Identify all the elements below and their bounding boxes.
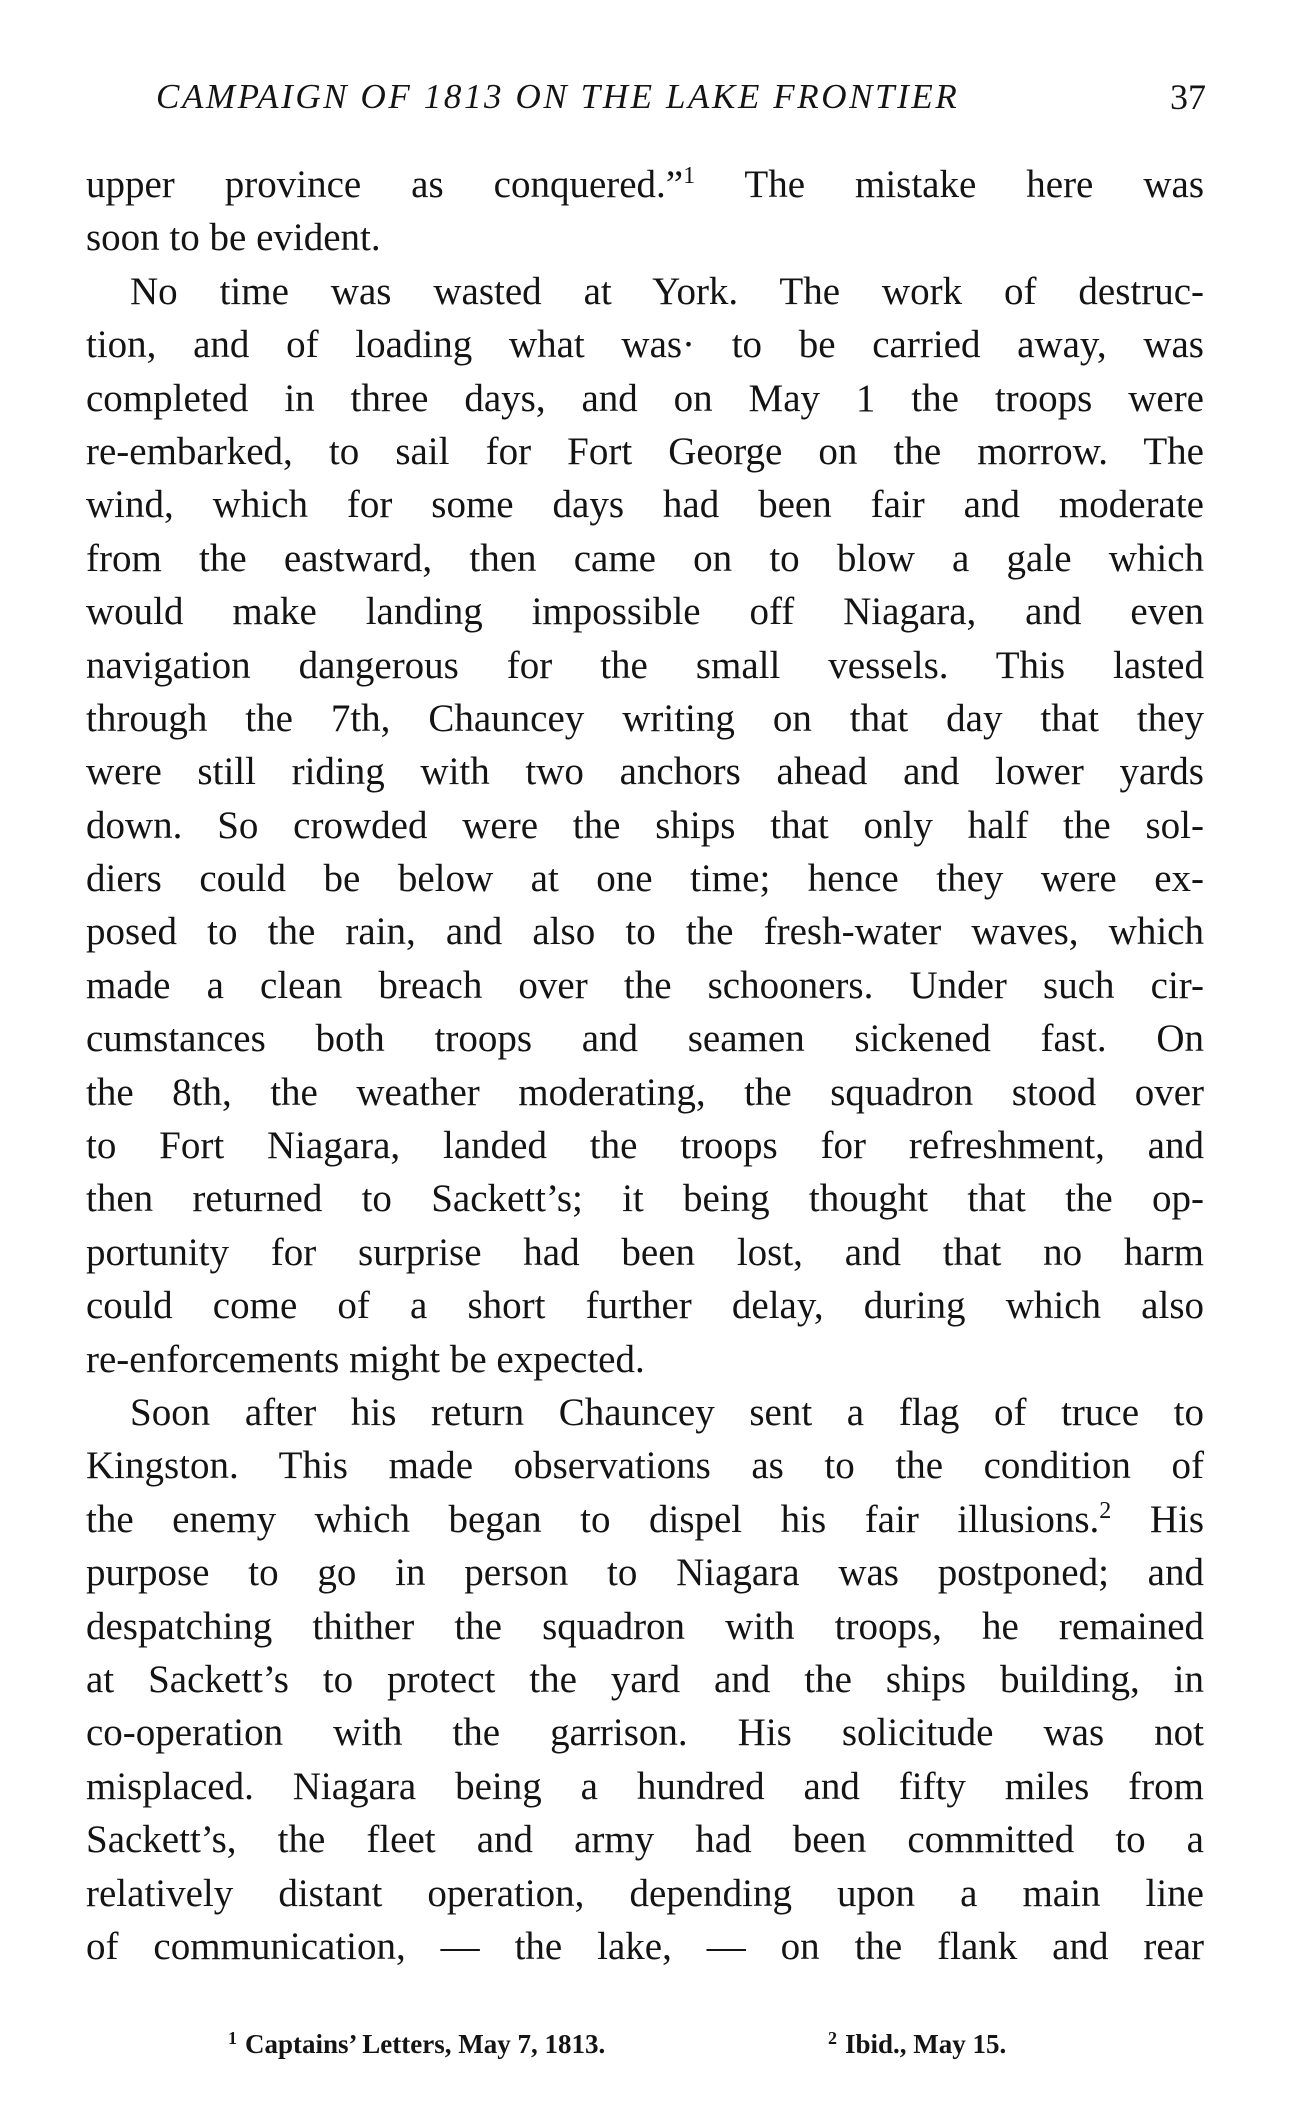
text-fragment: The mistake here was (744, 163, 1204, 206)
text-line: to Fort Niagara, landed the troops for refreshment, and (86, 1124, 1204, 1168)
body-text (86, 158, 1204, 1973)
text-line: Kingston. This made observations as to the condition of (86, 1444, 1204, 1488)
text-line: diers could be below at one time; hence they were ex- (86, 857, 1204, 901)
page-number: 37 (1170, 77, 1206, 117)
text-line: from the eastward, then came on to blow a gale which (86, 536, 1204, 580)
text-line: could come of a short further delay, during which also (86, 1284, 1204, 1328)
text-line: posed to the rain, and also to the fresh-water waves, which (86, 910, 1204, 954)
text-line: re-enforcements might be expected. (86, 1337, 645, 1381)
text-fragment: the enemy which began to dispel his fair illusions. (86, 1497, 1100, 1541)
text-line: re-embarked, to sail for Fort George on the morrow. The (86, 429, 1204, 473)
text-line: wind, which for some days had been fair and moderate (86, 483, 1204, 527)
text-line: completed in three days, and on May 1 the troops were (86, 376, 1204, 420)
text-line: then returned to Sackett’s; it being thought that the op- (86, 1177, 1204, 1221)
text-line (86, 158, 1204, 211)
text-line: purpose to go in person to Niagara was postponed; and (86, 1551, 1204, 1595)
footnote-reference: 1 (683, 163, 696, 189)
text-line: down. So crowded were the ships that only half the sol- (86, 803, 1204, 847)
text-line: were still riding with two anchors ahead and lower yards (86, 750, 1204, 794)
text-line: would make landing impossible off Niagara, and even (86, 590, 1204, 634)
text-line: of communication, — the lake, — on the flank and rear (86, 1924, 1204, 1968)
text-fragment: upper province as conquered.” (86, 163, 684, 206)
text-line: despatching thither the squadron with troops, he remained (86, 1604, 1204, 1648)
text-line: Sackett’s, the fleet and army had been committed to a (86, 1818, 1204, 1862)
text-line: co-operation with the garrison. His solicitude was not (86, 1711, 1204, 1755)
text-fragment: His (1149, 1497, 1205, 1541)
text-line: relatively distant operation, depending upon a main line (86, 1871, 1204, 1915)
text-line: the 8th, the weather moderating, the squadron stood over (86, 1070, 1204, 1114)
text-line: cumstances both troops and seamen sickened fast. On (86, 1017, 1204, 1061)
footnote-mark: 2 (828, 2028, 837, 2048)
text-line: portunity for surprise had been lost, and that no harm (86, 1230, 1204, 1274)
paragraph-first-line: No time was wasted at York. The work of destruc- (130, 269, 1204, 313)
text-line (86, 1493, 1204, 1546)
text-line: made a clean breach over the schooners. Under such cir- (86, 963, 1204, 1007)
text-line: navigation dangerous for the small vessels. This lasted (86, 643, 1204, 687)
running-head-title: CAMPAIGN OF 1813 ON THE LAKE FRONTIER (156, 77, 960, 116)
text-line: soon to be evident. (86, 216, 381, 260)
footnotes (86, 2022, 1204, 2066)
footnote (828, 2022, 1006, 2066)
text-line: through the 7th, Chauncey writing on that day that they (86, 696, 1204, 740)
paragraph-first-line: Soon after his return Chauncey sent a flag of truce to (130, 1390, 1204, 1434)
text-line: at Sackett’s to protect the yard and the ships building, in (86, 1657, 1204, 1701)
text-line: tion, and of loading what was· to be carried away, was (86, 323, 1204, 367)
footnote-text: Ibid., May 15. (845, 2029, 1007, 2059)
text-line: misplaced. Niagara being a hundred and fifty miles from (86, 1764, 1204, 1808)
footnote-reference: 2 (1099, 1497, 1112, 1524)
footnote-mark: 1 (228, 2028, 237, 2048)
footnote-text: Captains’ Letters, May 7, 1813. (245, 2029, 606, 2059)
running-head (86, 72, 1206, 122)
footnote (228, 2022, 605, 2066)
